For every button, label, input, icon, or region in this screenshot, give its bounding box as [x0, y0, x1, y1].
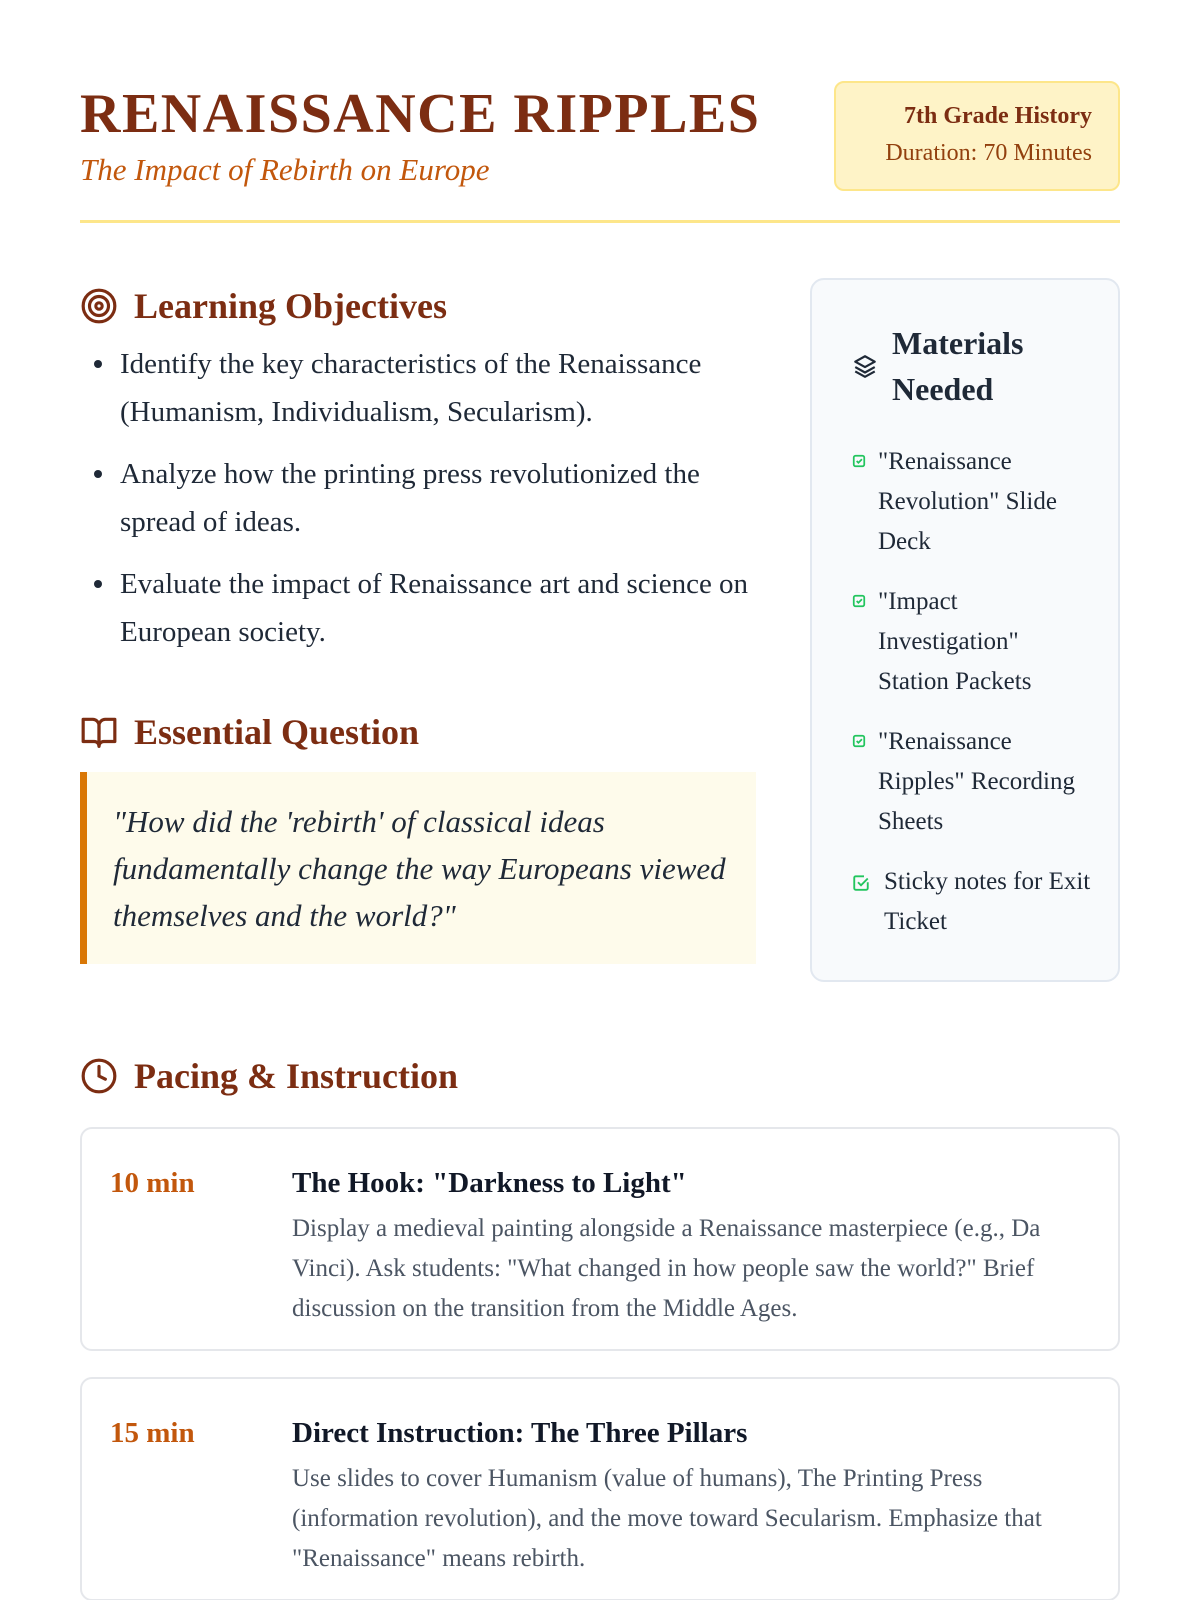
- check-square-icon: [852, 454, 866, 468]
- objectives-heading: [80, 284, 447, 328]
- lesson-meta-badge: [834, 81, 1120, 191]
- step-duration: 15 min: [110, 1417, 195, 1449]
- essential-question-text: "How did the 'rebirth' of classical ideas fundamentally change the way Europeans viewed themselves and the world?": [113, 804, 726, 933]
- list-item: [852, 442, 1092, 562]
- list-item: [852, 582, 1092, 702]
- layers-icon: [850, 351, 880, 381]
- materials-list: [852, 442, 1092, 962]
- materials-panel: [810, 278, 1120, 982]
- essential-question-heading-label: Essential Question: [134, 712, 420, 752]
- pacing-heading: [80, 1054, 458, 1098]
- essential-question-quote: [80, 772, 756, 964]
- header: [80, 78, 1120, 223]
- check-square-icon: [852, 734, 866, 748]
- page-title: RENAISSANCE RIPPLES: [80, 83, 761, 145]
- step-title: The Hook: "Darkness to Light": [292, 1167, 687, 1199]
- step-description: Display a medieval painting alongside a Renaissance masterpiece (e.g., Da Vinci). Ask students: "What changed in how people saw the world?" Brief discussion on the transition from the Middle Ages.: [292, 1215, 1041, 1322]
- list-item: Evaluate the impact of Renaissance art and science on European society.: [120, 560, 750, 656]
- essential-question-heading: [80, 710, 419, 754]
- page-subtitle: The Impact of Rebirth on Europe: [80, 152, 490, 187]
- step-duration: 10 min: [110, 1167, 195, 1199]
- open-book-icon: [80, 713, 118, 751]
- check-square-icon: [852, 874, 870, 892]
- clock-icon: [80, 1057, 118, 1095]
- step-title: Direct Instruction: The Three Pillars: [292, 1417, 748, 1449]
- material-item-label: "Renaissance Revolution" Slide Deck: [878, 448, 1057, 555]
- material-item-label: "Renaissance Ripples" Recording Sheets: [878, 728, 1075, 835]
- material-item-label: "Impact Investigation" Station Packets: [878, 588, 1032, 695]
- list-item: [852, 862, 1092, 942]
- pacing-step-card: [80, 1127, 1120, 1351]
- pacing-step-card: [80, 1377, 1120, 1600]
- objectives-heading-label: Learning Objectives: [134, 286, 447, 326]
- materials-heading: [850, 320, 1092, 412]
- target-icon: [80, 287, 118, 325]
- check-square-icon: [852, 594, 866, 608]
- list-item: Analyze how the printing press revolutionized the spread of ideas.: [120, 450, 750, 546]
- material-item-label: Sticky notes for Exit Ticket: [884, 868, 1091, 935]
- objectives-list: [120, 340, 750, 670]
- list-item: [852, 722, 1092, 842]
- materials-heading-label: Materials Needed: [892, 325, 1024, 407]
- grade-label: 7th Grade History: [904, 103, 1092, 129]
- list-item: Identify the key characteristics of the Renaissance (Humanism, Individualism, Secularism).: [120, 340, 750, 436]
- duration-label: Duration: 70 Minutes: [885, 140, 1092, 166]
- pacing-heading-label: Pacing & Instruction: [134, 1056, 458, 1096]
- step-description: Use slides to cover Humanism (value of humans), The Printing Press (information revolution), and the move toward Secularism. Emphasize that "Renaissance" means rebirth.: [292, 1465, 1042, 1572]
